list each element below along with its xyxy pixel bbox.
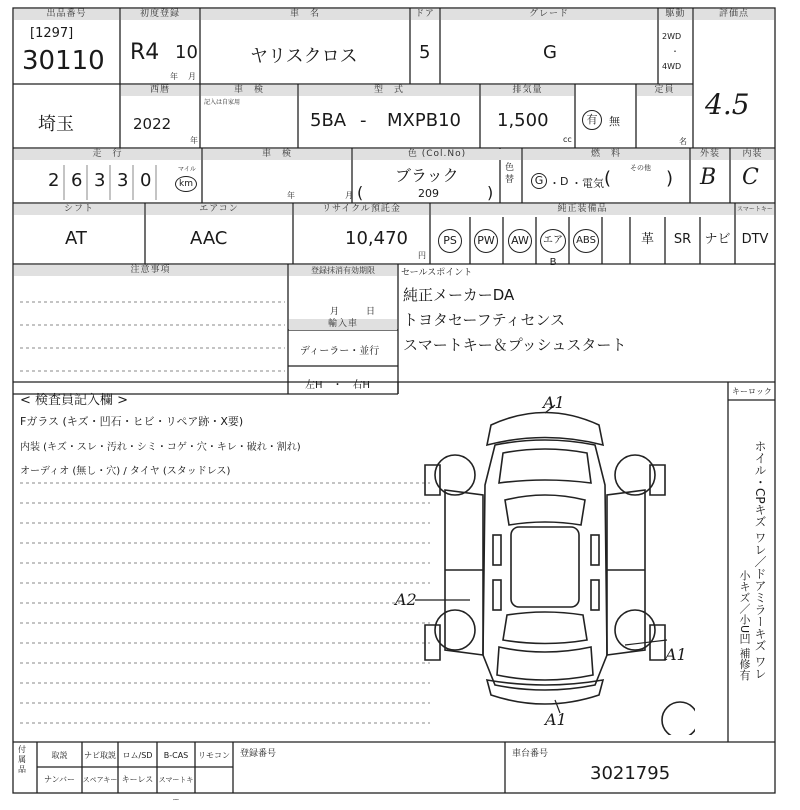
auction-no-bracket: [1297] (30, 26, 74, 41)
color-paren-close: ) (487, 183, 494, 202)
no-option: 無 (609, 115, 620, 128)
ac-label: エアコン (146, 204, 292, 215)
cc-unit: cc (563, 135, 572, 144)
acc-smart-key: スマートキー (158, 776, 194, 804)
acc-manual: 取説 (51, 751, 68, 760)
auction-no-label: 出品番号 (14, 9, 119, 20)
fuel-g-circled: G (531, 173, 547, 189)
reg-no-label: 登録番号 (240, 749, 277, 759)
shift-value: AT (65, 228, 87, 249)
mileage-label: 走 行 (14, 149, 201, 160)
caution-label: 注意事項 (14, 265, 287, 276)
mark-front: A1 (543, 393, 565, 412)
history-year-char: 年 (287, 191, 295, 200)
shift-label: シフト (14, 204, 144, 215)
inspector-vertical-small: 小キズ／小U凹 補修有 (738, 570, 751, 681)
mark-left: A2 (395, 590, 417, 609)
fuel-paren-open: ( (604, 168, 612, 189)
history-label: 車 検 (203, 149, 351, 160)
int-label: 内装 (731, 149, 774, 160)
inspector-vertical-text: ホイル・CPキズ ワレ／ドアミラーキズ ワレ (753, 440, 767, 680)
chassis-no: 3021795 (590, 763, 671, 784)
year-label: 西暦 (121, 85, 199, 96)
car-diagram (395, 395, 695, 735)
type-code: MXPB10 (387, 110, 461, 131)
inspector-line-1: Fガラス (キズ・凹石・ヒビ・リペア跡・X要) (20, 415, 244, 428)
steering: 左H ・ 右H (305, 380, 371, 391)
recycle-value: 10,470 (345, 228, 408, 249)
model-name: ヤリスクロス (250, 46, 358, 67)
mark-rear: A1 (545, 710, 567, 729)
type-dash: - (360, 110, 367, 131)
mile-unit: マイル (178, 166, 196, 173)
key-label: キーロック (732, 387, 772, 396)
drive-2wd: 2WD (662, 32, 682, 41)
odo-digit-4: 3 (117, 170, 129, 191)
fuel-paren-close: ) (666, 168, 674, 189)
acc-bcas: B-CAS (163, 751, 189, 760)
equip-label: 純正装備品 (431, 204, 734, 215)
score-label: 評価点 (694, 9, 774, 20)
sales-point-3: スマートキー＆プッシュスタート (403, 336, 627, 354)
acc-keyless: キーレス (121, 775, 154, 784)
doors-label: ドア (411, 9, 439, 20)
odo-digit-1: 2 (48, 170, 60, 191)
equip-aw: AW (508, 229, 532, 253)
ext-grade: B (700, 165, 717, 190)
int-grade: C (742, 165, 759, 190)
inspector-line-3: オーディオ (無し・穴) / タイヤ (スタッドレス) (20, 466, 231, 477)
ext-label: 外装 (691, 149, 729, 160)
km-unit-circled: km (175, 176, 197, 192)
year-char: 年 (170, 72, 178, 81)
recycle-label: リサイクル預託金 (294, 204, 429, 215)
equip-leather: 革 (640, 232, 654, 247)
history-month-char: 月 (345, 191, 353, 200)
equip-pw: PW (474, 229, 498, 253)
color-label: 色 (Col.No) (353, 149, 521, 160)
equip-navi: ナビ (704, 232, 731, 247)
type-prefix: 5BA (310, 110, 347, 131)
odo-digit-3: 3 (94, 170, 106, 191)
color-paren-open: ( (357, 183, 364, 202)
mark-rear-right: A1 (665, 645, 687, 664)
acc-plate: ナンバー (43, 775, 76, 784)
fuel-d: D (560, 175, 569, 188)
fuel-label: 燃 料 (523, 149, 689, 160)
drive-label: 駆動 (659, 9, 692, 20)
yes-circled: 有 (582, 110, 602, 130)
color-change-label: 色替 (505, 163, 515, 185)
sales-point-1: 純正メーカーDA (403, 286, 515, 304)
reg-doc-label: 登録抹消有効期限 (289, 265, 397, 276)
year-char-2: 年 (190, 136, 198, 145)
ac-value: AAC (190, 228, 228, 249)
fuel-dot-1: ・ (549, 177, 560, 190)
acc-navi-manual: ナビ取説 (84, 751, 116, 760)
month-char: 月 (188, 72, 196, 81)
smart-label: スマートキー (737, 206, 773, 213)
accessories-label: 付属品 (18, 745, 26, 774)
region: 埼玉 (38, 114, 74, 135)
auction-no: 30110 (22, 46, 105, 76)
type-label: 型 式 (299, 85, 479, 96)
inspector-line-2: 内装 (キズ・スレ・汚れ・シミ・コゲ・穴・キレ・破れ・割れ) (20, 442, 301, 453)
reg-doc-date: 月 日 (330, 307, 376, 317)
color-value: ブラック (395, 166, 459, 185)
first-reg-era: R4 (130, 40, 160, 65)
equip-abs: ABS (573, 229, 599, 253)
car-inspection-note: 記入は自家用 (204, 99, 241, 106)
acc-rom: ロム/SD (122, 751, 153, 760)
cc-value: 1,500 (497, 110, 549, 131)
year-value: 2022 (133, 115, 172, 133)
person-unit: 名 (679, 137, 687, 146)
import-dealer: ディーラー・並行 (300, 346, 380, 357)
import-label: 輸入車 (289, 319, 397, 330)
odo-digit-5: 0 (140, 170, 152, 191)
fuel-ev: 電気 (582, 177, 604, 190)
equip-airbag: エアB (540, 229, 566, 253)
equip-ps: PS (438, 229, 462, 253)
doors-value: 5 (419, 42, 431, 63)
odo-digit-2: 6 (71, 170, 83, 191)
equip-sunroof: SR (673, 232, 692, 247)
fuel-dot-2: ・ (571, 177, 582, 190)
grade-value: G (543, 42, 557, 63)
acc-remote: リモコン (198, 751, 230, 760)
sales-point-2: トヨタセーフティセンス (403, 311, 566, 329)
drive-sep: ・ (671, 47, 679, 56)
color-no: 209 (418, 187, 439, 200)
car-inspection-label: 車 検 (201, 85, 297, 96)
drive-4wd: 4WD (662, 62, 682, 71)
sales-label: セールスポイント (401, 268, 473, 278)
chassis-label: 車台番号 (512, 749, 549, 759)
grade-label: グレード (441, 9, 657, 20)
fuel-other: その他 (630, 164, 651, 172)
acc-spare-key: スペアキー (82, 776, 118, 784)
model-label: 車 名 (201, 9, 409, 20)
first-reg-label: 初度登録 (121, 9, 199, 20)
inspector-title: < 検査員記入欄 > (20, 393, 129, 408)
yen-unit: 円 (418, 251, 426, 260)
fixed-label: 定員 (637, 85, 692, 96)
first-reg-month: 10 (175, 42, 198, 63)
cc-label: 排気量 (481, 85, 574, 96)
equip-dtv: DTV (741, 232, 769, 247)
score-value: 4.5 (705, 88, 750, 121)
